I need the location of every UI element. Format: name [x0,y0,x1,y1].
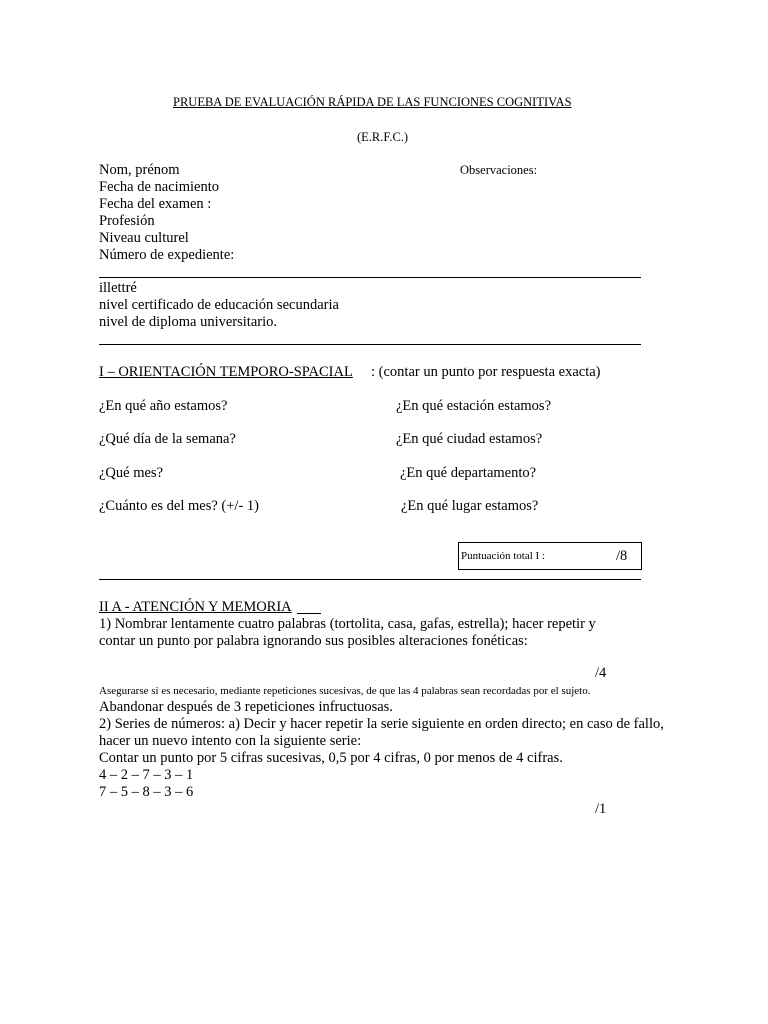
question-place: ¿En qué lugar estamos? [401,498,539,514]
document-title: PRUEBA DE EVALUACIÓN RÁPIDA DE LAS FUNCIONES COGNITIVAS [173,95,572,109]
question-city: ¿En qué ciudad estamos? [396,431,543,447]
abandon-instruction: Abandonar después de 3 repeticiones infructuosas. [99,699,393,715]
item2-text-line2: hacer un nuevo intento con la siguiente serie: [99,733,362,749]
education-level-illiterate: illettré [99,280,137,296]
item2-text-line1: 2) Series de números: a) Decir y hacer repetir la serie siguiente en orden directo; en caso de fallo, [99,716,664,732]
question-year: ¿En qué año estamos? [99,398,228,414]
section1-instruction: : (contar un punto por respuesta exacta) [371,364,601,380]
question-department: ¿En qué departamento? [400,465,537,481]
education-level-university: nivel de diploma universitario. [99,314,277,330]
question-day-of-month: ¿Cuánto es del mes? (+/- 1) [99,498,259,514]
field-file-number: Número de expediente: [99,247,235,263]
field-birth-date: Fecha de nacimiento [99,179,219,195]
item1-text-line2: contar un punto por palabra ignorando sus posibles alteraciones fonéticas: [99,633,528,649]
field-name: Nom, prénom [99,162,180,178]
score-label: Puntuación total I : [461,550,546,562]
memory-note: Asegurarse si es necesario, mediante repeticiones sucesivas, de que las 4 palabras sean recordadas por el sujeto. [99,685,591,697]
item1-score: /4 [595,665,607,681]
section2a-heading: II A - ATENCIÓN Y MEMORIA [99,599,292,615]
question-month: ¿Qué mes? [99,465,164,481]
section1-heading: I – ORIENTACIÓN TEMPORO-SPACIAL [99,364,353,380]
divider [99,344,641,345]
divider [99,277,641,278]
question-season: ¿En qué estación estamos? [396,398,552,414]
score-max: /8 [616,548,628,564]
number-series-2: 7 – 5 – 8 – 3 – 6 [99,784,194,800]
field-cultural-level: Niveau culturel [99,230,189,246]
document-subtitle: (E.R.F.C.) [357,130,409,144]
item2-text-line3: Contar un punto por 5 cifras sucesivas, 0,5 por 4 cifras, 0 por menos de 4 cifras. [99,750,563,766]
item2-score: /1 [595,801,607,817]
field-profession: Profesión [99,213,155,229]
field-exam-date: Fecha del examen : [99,196,212,212]
question-weekday: ¿Qué día de la semana? [99,431,236,447]
heading-underline-extension [297,613,321,614]
education-level-secondary: nivel certificado de educación secundaria [99,297,339,313]
divider [99,579,641,580]
observations-label: Observaciones: [460,163,538,177]
number-series-1: 4 – 2 – 7 – 3 – 1 [99,767,194,783]
item1-text-line1: 1) Nombrar lentamente cuatro palabras (tortolita, casa, gafas, estrella); hacer repetir y [99,616,596,632]
